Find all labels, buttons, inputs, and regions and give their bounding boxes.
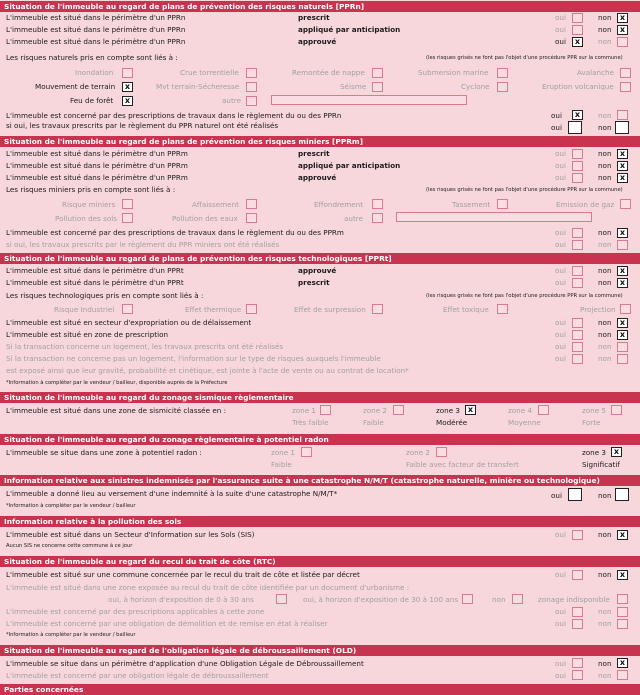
checkbox-oui[interactable] <box>572 658 583 668</box>
zone-5-label: zone 5 <box>582 406 607 415</box>
risk-thermique: Effet thermique <box>185 305 242 314</box>
label-prescrit: prescrit <box>298 13 330 22</box>
oui-label: oui <box>555 161 566 170</box>
oui-label: oui <box>555 671 566 680</box>
checkbox-risk[interactable] <box>620 82 631 92</box>
checkbox-oui[interactable] <box>572 173 583 183</box>
footnote: *Information à compléter par le vendeur / bailleur, disponible auprès de la Préfecture <box>6 380 228 386</box>
option-non: non <box>492 595 506 604</box>
section-header-catnat: Information relative aux sinistres indemnisés par l'assurance suite à une catastrophe N/M/T (catastrophe naturelle, minière ou technologique) <box>0 475 640 486</box>
checkbox-oui[interactable] <box>572 619 583 629</box>
oui-label: oui <box>555 228 566 237</box>
row-pprt-approuve: L'immeuble est situé dans le périmètre d'un PPRt <box>6 266 184 275</box>
label-approuve: approuvé <box>298 266 337 275</box>
risk-cyclone: Cyclone <box>461 82 490 91</box>
checkbox-non[interactable] <box>617 110 628 120</box>
zone-2-label: zone 2 <box>363 406 388 415</box>
row-non-logement: Si la transaction ne concerne pas un logement, l'information sur le type de risques auxquels l'immeuble <box>6 354 381 363</box>
checkbox-risk[interactable] <box>122 199 133 209</box>
row-pprn-approuve: L'immeuble est situé dans le périmètre d'un PPRn <box>6 37 186 46</box>
checkbox-risk[interactable] <box>372 213 383 223</box>
oui-label: oui <box>555 173 566 182</box>
non-label: non <box>598 354 612 363</box>
non-label: non <box>598 37 612 46</box>
section-header-radon: Situation de l'immeuble au regard du zonage règlementaire à potentiel radon <box>0 434 640 445</box>
row-old-obligation: L'immeuble est concerné par une obligation légale de débroussaillement <box>6 671 269 680</box>
risk-pollution-sols: Pollution des sols <box>55 214 117 223</box>
non-label: non <box>598 161 612 170</box>
non-label: non <box>598 659 612 668</box>
oui-label: oui <box>555 318 566 327</box>
oui-label: oui <box>551 491 562 500</box>
section-header-old: Situation de l'immeuble au regard de l'obligation légale de débroussaillement (OLD) <box>0 645 640 656</box>
risk-effondrement: Effondrement <box>314 200 364 209</box>
zone-3-label: zone 3 <box>582 448 607 457</box>
oui-label: oui <box>555 619 566 628</box>
risk-projection: Projection <box>580 305 616 314</box>
checkbox-zone[interactable]: x <box>611 447 622 457</box>
non-label: non <box>598 111 612 120</box>
checkbox-risk[interactable] <box>372 199 383 209</box>
row-radon: L'immeuble se situe dans une zone à potentiel radon : <box>6 448 202 457</box>
row-sismicite: L'immeuble est situé dans une zone de sismicité classée en : <box>6 406 226 415</box>
checkbox-oui[interactable] <box>572 278 583 288</box>
checkbox-non[interactable]: x <box>617 330 628 340</box>
risks-note: (les risques grisés ne font pas l'objet d'une procédure PPR sur la commune) <box>426 55 623 61</box>
risk-nappe: Remontée de nappe <box>292 68 365 77</box>
checkbox-non[interactable] <box>617 670 628 680</box>
oui-label: oui <box>555 607 566 616</box>
non-label: non <box>598 25 612 34</box>
row-indemnite: L'immeuble a donné lieu au versement d'une indemnité à la suite d'une catastrophe N/M/T* <box>6 489 338 498</box>
footnote: Aucun SIS ne concerne cette commune à ce jour <box>6 543 133 549</box>
non-label: non <box>598 619 612 628</box>
checkbox-oui[interactable] <box>572 670 583 680</box>
checkbox-risk[interactable] <box>620 68 631 78</box>
checkbox-risk[interactable] <box>122 213 133 223</box>
row-travaux-realises: si oui, les travaux prescrits par le règlement du PPR naturel ont été réalisés <box>6 121 279 130</box>
risk-pollution-eaux: Pollution des eaux <box>172 214 238 223</box>
label-anticipation: appliqué par anticipation <box>298 161 401 170</box>
risks-note: (les risques grisés ne font pas l'objet d'une procédure PPR sur la commune) <box>426 293 623 299</box>
risk-surpression: Effet de surpression <box>294 305 366 314</box>
section-header-pprm: Situation de l'immeuble au regard de plans de prévention des risques miniers [PPRm] <box>0 136 640 147</box>
checkbox-non[interactable]: x <box>617 530 628 540</box>
checkbox-non[interactable] <box>617 607 628 617</box>
checkbox-risk[interactable] <box>620 199 631 209</box>
risk-avalanche: Avalanche <box>577 68 615 77</box>
non-label: non <box>598 530 612 539</box>
checkbox-oui[interactable] <box>572 25 583 35</box>
non-label: non <box>598 13 612 22</box>
risk-miniers: Risque miniers <box>62 200 116 209</box>
non-label: non <box>598 607 612 616</box>
label-approuve: approuvé <box>298 37 337 46</box>
checkbox-non[interactable] <box>617 342 628 352</box>
oui-label: oui <box>555 149 566 158</box>
risk-seisme: Séisme <box>340 82 367 91</box>
oui-label: oui <box>555 37 566 46</box>
row-rtc-commune: L'immeuble est situé sur une commune concernée par le recul du trait de côte et listée par décret <box>6 570 360 579</box>
checkbox-non[interactable] <box>617 37 628 47</box>
non-label: non <box>598 491 612 500</box>
checkbox-option[interactable] <box>462 594 473 604</box>
checkbox-non[interactable]: x <box>617 318 628 328</box>
checkbox-risk[interactable] <box>122 68 133 78</box>
checkbox-risk[interactable] <box>122 304 133 314</box>
non-label: non <box>598 228 612 237</box>
checkbox-oui[interactable] <box>568 488 582 501</box>
non-label: non <box>598 342 612 351</box>
risk-autre: autre <box>344 214 363 223</box>
section-header-rtc: Situation de l'immeuble au regard du recul du trait de côte (RTC) <box>0 556 640 567</box>
checkbox-option[interactable] <box>512 594 523 604</box>
risks-label: Les risques naturels pris en compte sont liés à : <box>6 53 178 62</box>
checkbox-risk[interactable] <box>246 304 257 314</box>
checkbox-zone[interactable] <box>320 405 331 415</box>
checkbox-option[interactable] <box>617 594 628 604</box>
oui-label: oui <box>555 240 566 249</box>
row-travaux: L'immeuble est concerné par des prescriptions de travaux dans le règlement du ou des PPRm <box>6 228 344 237</box>
row-non-logement-2: est exposé ainsi que leur gravité, probabilité et cinétique, est jointe à l'acte de vente ou au contrat de location* <box>6 366 409 375</box>
checkbox-non[interactable]: x <box>617 570 628 580</box>
checkbox-risk[interactable] <box>497 82 508 92</box>
section-header-pprt: Situation de l'immeuble au regard de plans de prévention des risques technologiques [PPRt] <box>0 253 640 264</box>
level-label: Faible <box>363 418 384 427</box>
oui-label: oui <box>555 530 566 539</box>
option-indisponible: zonage indisponible <box>538 595 610 604</box>
checkbox-oui[interactable] <box>572 161 583 171</box>
non-label: non <box>598 266 612 275</box>
checkbox-oui[interactable] <box>572 228 583 238</box>
oui-label: oui <box>555 659 566 668</box>
checkbox-non[interactable] <box>615 121 629 134</box>
non-label: non <box>598 173 612 182</box>
non-label: non <box>598 570 612 579</box>
checkbox-oui[interactable] <box>568 121 582 134</box>
level-label: Faible avec facteur de transfert <box>406 460 519 469</box>
checkbox-non[interactable] <box>615 488 629 501</box>
checkbox-non[interactable]: x <box>617 228 628 238</box>
row-zone-prescription: L'immeuble est situé en zone de prescription <box>6 330 169 339</box>
section-header-sis: Information relative à la pollution des sols <box>0 516 640 527</box>
row-pprm-anticipation: L'immeuble est situé dans le périmètre d'un PPRm <box>6 161 188 170</box>
checkbox-option[interactable] <box>276 594 287 604</box>
risk-inondation: Inondation <box>75 68 114 77</box>
oui-label: oui <box>555 13 566 22</box>
risk-secheresse: Mvt terrain-Sécheresse <box>156 82 240 91</box>
checkbox-oui[interactable] <box>572 342 583 352</box>
non-label: non <box>598 671 612 680</box>
checkbox-non[interactable]: x <box>617 161 628 171</box>
risk-submersion: Submersion marine <box>418 68 489 77</box>
checkbox-oui[interactable] <box>572 13 583 23</box>
label-prescrit: prescrit <box>298 278 330 287</box>
checkbox-oui[interactable] <box>572 354 583 364</box>
label-approuve: approuvé <box>298 173 337 182</box>
row-rtc-prescriptions: L'immeuble est concerné par des prescriptions applicables à cette zone <box>6 607 265 616</box>
row-pprm-prescrit: L'immeuble est situé dans le périmètre d'un PPRm <box>6 149 188 158</box>
oui-label: oui <box>555 342 566 351</box>
risk-gaz: Emission de gaz <box>556 200 615 209</box>
checkbox-zone[interactable] <box>611 405 622 415</box>
non-label: non <box>598 240 612 249</box>
checkbox-non[interactable]: x <box>617 266 628 276</box>
risk-affaissement: Affaissement <box>192 200 239 209</box>
checkbox-non[interactable]: x <box>617 13 628 23</box>
oui-label: oui <box>555 25 566 34</box>
checkbox-risk[interactable] <box>620 304 631 314</box>
risks-label: Les risques technologiques pris en compte sont liés à : <box>6 291 204 300</box>
checkbox-non[interactable] <box>617 354 628 364</box>
label-anticipation: appliqué par anticipation <box>298 25 401 34</box>
row-pprt-prescrit: L'immeuble est situé dans le périmètre d'un PPRt <box>6 278 184 287</box>
checkbox-zone[interactable] <box>301 447 312 457</box>
risk-tassement: Tassement <box>452 200 491 209</box>
checkbox-oui[interactable] <box>572 240 583 250</box>
zone-2-label: zone 2 <box>406 448 431 457</box>
checkbox-risk[interactable] <box>246 213 257 223</box>
checkbox-zone[interactable] <box>436 447 447 457</box>
non-label: non <box>598 318 612 327</box>
level-label: Significatif <box>582 460 620 469</box>
checkbox-oui[interactable] <box>572 607 583 617</box>
checkbox-risk[interactable] <box>497 304 508 314</box>
non-label: non <box>598 123 612 132</box>
checkbox-risk[interactable] <box>497 68 508 78</box>
oui-label: oui <box>551 111 562 120</box>
level-label: Moyenne <box>508 418 541 427</box>
risk-autre: autre <box>222 96 241 105</box>
checkbox-risk[interactable] <box>246 82 257 92</box>
checkbox-oui[interactable] <box>572 149 583 159</box>
oui-label: oui <box>555 266 566 275</box>
risk-industriel: Risque Industriel <box>54 305 115 314</box>
checkbox-risk[interactable] <box>246 199 257 209</box>
row-pprn-prescrit: L'immeuble est situé dans le périmètre d'un PPRn <box>6 13 186 22</box>
autre-field[interactable] <box>396 212 592 222</box>
checkbox-non[interactable]: x <box>617 658 628 668</box>
checkbox-risk[interactable] <box>497 199 508 209</box>
non-label: non <box>598 278 612 287</box>
checkbox-oui[interactable] <box>572 530 583 540</box>
row-expropriation: L'immeuble est situé en secteur d'expropriation ou de délaissement <box>6 318 252 327</box>
checkbox-risk[interactable] <box>246 68 257 78</box>
checkbox-oui[interactable] <box>572 318 583 328</box>
checkbox-risk[interactable] <box>246 96 257 106</box>
row-pprm-approuve: L'immeuble est situé dans le périmètre d'un PPRm <box>6 173 188 182</box>
checkbox-oui[interactable] <box>572 330 583 340</box>
option-0-30: oui, à horizon d'exposition de 0 à 30 ans <box>108 595 254 604</box>
checkbox-non[interactable] <box>617 240 628 250</box>
level-label: Modérée <box>436 418 468 427</box>
footnote: *Information à compléter par le vendeur / bailleur <box>6 503 136 509</box>
checkbox-zone[interactable]: x <box>465 405 476 415</box>
level-label: Forte <box>582 418 601 427</box>
risk-crue: Crue torrentielle <box>180 68 239 77</box>
checkbox-risk[interactable]: x <box>122 82 133 92</box>
section-header-pprn: Situation de l'immeuble au regard de plans de prévention des risques naturels [PPRn] <box>0 1 640 12</box>
risks-note: (les risques grisés ne font pas l'objet d'une procédure PPR sur la commune) <box>426 187 623 193</box>
row-rtc-zone: L'immeuble est situé dans une zone exposée au recul du trait de côte identifiée par un document d'urbanisme : <box>6 583 410 592</box>
autre-field[interactable] <box>271 95 467 105</box>
zone-1-label: zone 1 <box>271 448 296 457</box>
level-label: Très faible <box>292 418 329 427</box>
checkbox-non[interactable]: x <box>617 278 628 288</box>
risk-feu: Feu de forêt <box>70 96 114 105</box>
checkbox-zone[interactable] <box>393 405 404 415</box>
checkbox-oui[interactable] <box>572 570 583 580</box>
checkbox-non[interactable]: x <box>617 149 628 159</box>
risks-label: Les risques miniers pris en compte sont liés à : <box>6 185 176 194</box>
checkbox-oui[interactable] <box>572 266 583 276</box>
checkbox-non[interactable] <box>617 619 628 629</box>
level-label: Faible <box>271 460 292 469</box>
risk-mouvement: Mouvement de terrain <box>35 82 116 91</box>
risk-toxique: Effet toxique <box>443 305 489 314</box>
row-old-perimetre: L'immeuble se situe dans un périmètre d'application d'une Obligation Légale de Débroussaillement <box>6 659 364 668</box>
zone-3-label: zone 3 <box>436 406 461 415</box>
non-label: non <box>598 330 612 339</box>
checkbox-oui[interactable]: x <box>572 110 583 120</box>
row-pprn-anticipation: L'immeuble est situé dans le périmètre d'un PPRn <box>6 25 186 34</box>
checkbox-non[interactable]: x <box>617 173 628 183</box>
oui-label: oui <box>551 123 562 132</box>
oui-label: oui <box>555 354 566 363</box>
label-prescrit: prescrit <box>298 149 330 158</box>
oui-label: oui <box>555 330 566 339</box>
checkbox-risk[interactable] <box>372 82 383 92</box>
row-travaux-logement: Si la transaction concerne un logement, les travaux prescrits ont été réalisés <box>6 342 284 351</box>
non-label: non <box>598 149 612 158</box>
risk-eruption: Eruption volcanique <box>542 82 614 91</box>
option-30-100: oui, à horizon d'exposition de 30 à 100 ans <box>303 595 459 604</box>
section-header-sismique: Situation de l'immeuble au regard du zonage sismique règlementaire <box>0 392 640 403</box>
section-header-parties: Parties concernées <box>0 684 640 695</box>
zone-1-label: zone 1 <box>292 406 317 415</box>
row-travaux-realises: si oui, les travaux prescrits par le règlement du PPR miniers ont été réalisés <box>6 240 280 249</box>
oui-label: oui <box>555 570 566 579</box>
oui-label: oui <box>555 278 566 287</box>
checkbox-risk[interactable] <box>372 304 383 314</box>
checkbox-non[interactable]: x <box>617 25 628 35</box>
row-rtc-demolition: L'immeuble est concerné par une obligation de démolition et de remise en état à réaliser <box>6 619 328 628</box>
row-sis: L'immeuble est situé dans un Secteur d'Information sur les Sols (SIS) <box>6 530 255 539</box>
zone-4-label: zone 4 <box>508 406 533 415</box>
checkbox-oui[interactable]: x <box>572 37 583 47</box>
checkbox-zone[interactable] <box>538 405 549 415</box>
checkbox-risk[interactable] <box>372 68 383 78</box>
checkbox-risk[interactable]: x <box>122 96 133 106</box>
row-travaux: L'immeuble est concerné par des prescriptions de travaux dans le règlement du ou des PPRn <box>6 111 342 120</box>
footnote: *Information à compléter par le vendeur / bailleur <box>6 632 136 638</box>
